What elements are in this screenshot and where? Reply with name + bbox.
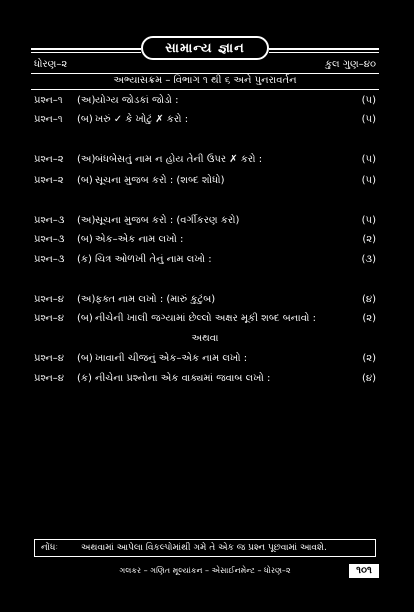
question-marks: (૪) [361,373,376,384]
question-text: સૂચના મુજબ કરો : (વર્ગીકરણ કરો) [95,215,240,226]
note-label: નોંધઃ [41,543,58,553]
page-title: સામાન્ય જ્ઞાન [141,36,269,60]
rule-under-heading [31,89,379,90]
question-number: પ્રશ્ન–૧ [34,114,63,125]
question-number: પ્રશ્ન–૨ [34,154,64,165]
question-row [34,114,376,128]
question-row [34,254,376,268]
question-marks: (૫) [361,215,376,226]
footer-text: ગલકર – ગણિત મૂલ્યાંકન – એસાઈનમેન્ટ – ધોરણ–૨ [119,566,291,575]
or-divider: અથવા [191,333,219,344]
question-part: (ક) [77,254,92,265]
question-part: (અ) [77,95,96,106]
question-marks: (૫) [361,175,376,186]
question-part: (ક) [77,373,92,384]
question-marks: (૫) [361,154,376,165]
title-rule-left [31,48,141,50]
question-marks: (૨) [362,353,376,364]
question-marks: (૨) [362,234,376,245]
question-marks: (૫) [361,95,376,106]
exam-page [31,34,379,578]
question-text: નીચેની ખાલી જગ્યામાં છેલ્લો અક્ષર મૂકી શબ્દ બનાવો : [95,313,316,324]
rule-top [31,73,379,74]
question-text: ફક્ત નામ લખો : (મારું કુટુંબ) [95,294,216,305]
question-part: (અ) [77,215,96,226]
question-text: યોગ્ય જોડકાં જોડો : [95,95,179,106]
question-number: પ્રશ્ન–૩ [34,234,65,245]
question-part: (બ) [77,234,93,245]
question-row [34,373,376,387]
page-number: ૧૦૧ [349,564,379,578]
question-row [34,294,376,308]
question-number: પ્રશ્ન–૪ [34,353,65,364]
question-number: પ્રશ્ન–૪ [34,294,65,305]
question-row [34,175,376,189]
question-part: (અ) [77,154,96,165]
question-marks: (૨) [362,313,376,324]
question-part: (અ) [77,294,96,305]
question-marks: (૫) [361,114,376,125]
meta-row [34,59,376,73]
question-marks: (૪) [361,294,376,305]
question-row [34,353,376,367]
question-number: પ્રશ્ન–૨ [34,175,64,186]
question-part: (બ) [77,175,93,186]
title-rule-right-thin [269,52,379,53]
total-marks-label: કુલ ગુણ–૪૦ [324,59,376,70]
note-box [34,539,376,557]
class-label: ધોરણ–૨ [34,59,68,70]
question-marks: (૩) [361,254,376,265]
question-text: એક–એક નામ લખો : [95,234,184,245]
question-number: પ્રશ્ન–૩ [34,254,65,265]
question-text: નીચેના પ્રશ્નોના એક વાક્યમાં જવાબ લખો : [95,373,271,384]
question-text: ચિત્ર ઓળખી તેનું નામ લખો : [95,254,212,265]
question-text: સૂચના મુજબ કરો : (શબ્દ શોધો) [95,175,225,186]
question-text: ખાવાની ચીજનું એક–એક નામ લખો : [95,353,248,364]
question-row [34,95,376,109]
title-rule-left-thin [31,52,141,53]
note-text: અથવામાં આપેલા વિકલ્પોમાંથી ગમે તે એક જ પ્રશ્ન પૂછવામાં આવશે. [81,543,327,553]
question-part: (બ) [77,313,93,324]
question-row [34,154,376,168]
question-number: પ્રશ્ન–૩ [34,215,65,226]
syllabus-heading: અભ્યાસક્રમ – વિભાગ ૧ થી ૬ અને પુનરાવર્તન [113,75,297,86]
question-row [34,234,376,248]
question-part: (બ) [77,353,93,364]
question-number: પ્રશ્ન–૧ [34,95,63,106]
question-text: ખરું ✓ કે ખોટું ✗ કરો : [95,114,189,125]
question-number: પ્રશ્ન–૪ [34,313,65,324]
question-number: પ્રશ્ન–૪ [34,373,65,384]
question-text: બંધબેસતું નામ ન હોય તેની ઉપર ✗ કરો : [95,154,263,165]
title-rule-right [269,48,379,50]
question-row [34,215,376,229]
question-part: (બ) [77,114,93,125]
page-footer [31,564,379,578]
question-row [34,313,376,327]
